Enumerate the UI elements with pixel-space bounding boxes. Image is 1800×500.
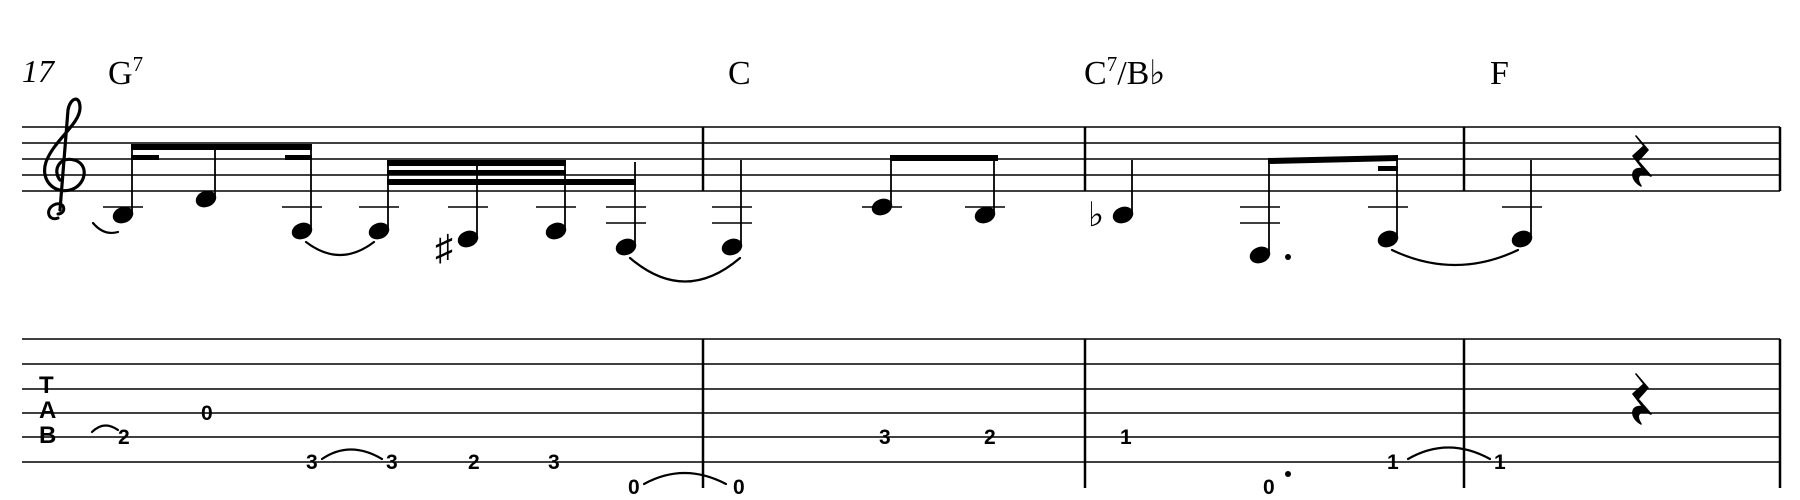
fret-number: 2: [468, 451, 480, 474]
fret-number: 3: [306, 451, 318, 474]
noteheads: [110, 188, 1534, 266]
fret-number: 1: [1494, 451, 1506, 474]
fret-number: 0: [733, 476, 745, 499]
chord-symbol-3: $C^7/B♭$: [1084, 52, 1166, 92]
fret-number: 1: [1120, 426, 1132, 449]
fret-number: 0: [1263, 476, 1275, 499]
sharp-accidental: ♯: [435, 228, 453, 268]
fret-number: 3: [879, 426, 891, 449]
chord-symbol-4: F: [1490, 55, 1509, 92]
ledger-lines: [103, 207, 1542, 223]
fret-number: 2: [984, 426, 996, 449]
chord-symbol-1: $G^7$: [108, 52, 144, 92]
fret-number: 0: [628, 476, 640, 499]
measure-number: 17: [22, 53, 54, 89]
tab-clef-a: A: [39, 397, 57, 424]
fret-number: 3: [386, 451, 398, 474]
tab-clef-b: B: [39, 422, 57, 449]
chord-symbol-2: C: [728, 55, 751, 92]
tab-clef: [39, 372, 56, 449]
note-beams: [131, 144, 1398, 185]
quarter-rest-icon: [1633, 374, 1651, 424]
tab-staff: [22, 339, 1780, 462]
fret-number: 2: [118, 426, 130, 449]
flat-accidental: ♭: [1088, 197, 1105, 234]
tab-augmentation-dot: [1285, 471, 1291, 477]
tab-ties: [92, 425, 1490, 484]
tab-clef-t: T: [39, 372, 54, 399]
fret-number: 1: [1387, 451, 1399, 474]
tab-fret-numbers: [118, 402, 1506, 499]
fret-number: 3: [548, 451, 560, 474]
fret-number: 0: [201, 402, 213, 425]
augmentation-dot: [1285, 254, 1291, 260]
